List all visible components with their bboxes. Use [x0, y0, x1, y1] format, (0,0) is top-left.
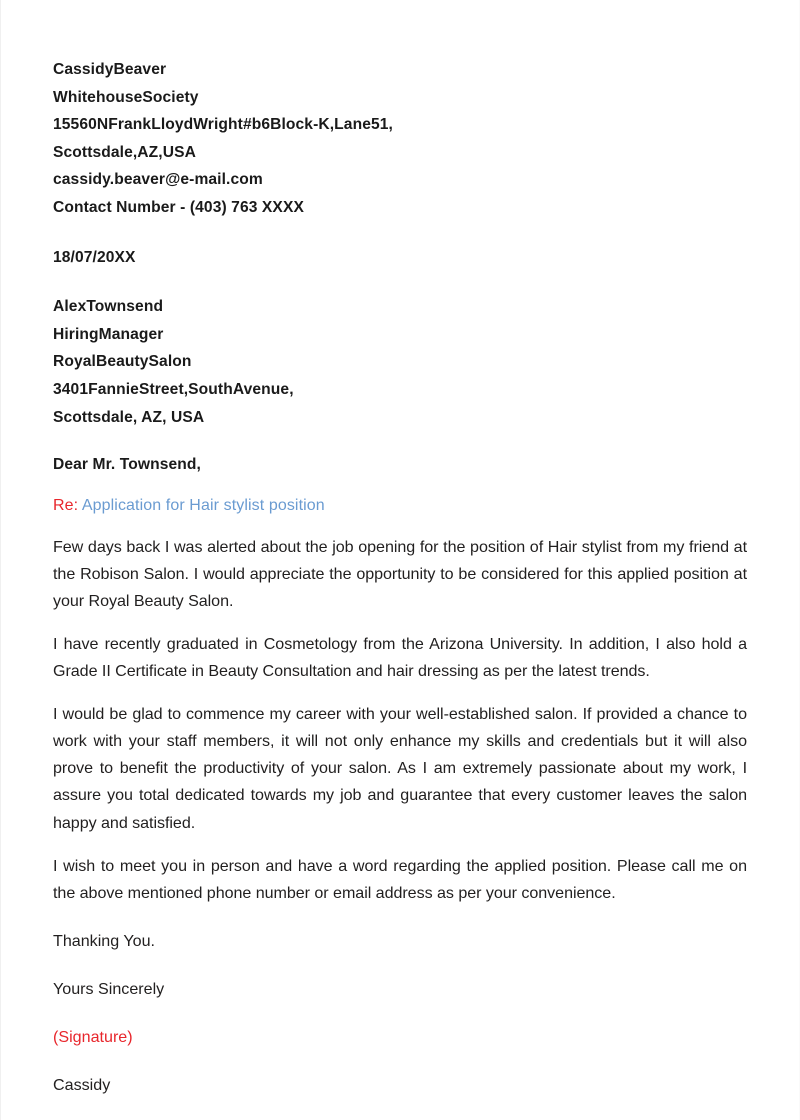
subject-prefix: Re:	[53, 496, 79, 514]
salutation: Dear Mr. Townsend,	[53, 456, 201, 474]
sender-city: Scottsdale,AZ,USA	[53, 143, 196, 161]
signer-name: Cassidy	[53, 1076, 111, 1095]
body-paragraph: I would be glad to commence my career with your well-established salon. If provided a chance to work with your staff members, it will not only enhance my skills and credentials but it will also prove to benefit the productivity of your salon. As I am extremely passionate about my work, I assure you total dedicated towards my job and guarantee that every customer leaves the salon happy and satisfied.	[53, 705, 747, 832]
recipient-name: AlexTownsend	[53, 298, 164, 316]
body-paragraph: Few days back I was alerted about the job opening for the position of Hair stylist from my friend at the Robison Salon. I would appreciate the opportunity to be considered for this applied position at your Royal Beauty Salon.	[53, 537, 747, 610]
recipient-company: RoyalBeautySalon	[53, 353, 192, 371]
thanking-line: Thanking You.	[53, 931, 156, 950]
sign-off-line: Yours Sincerely	[53, 979, 165, 998]
recipient-street: 3401FannieStreet,SouthAvenue,	[53, 380, 294, 398]
sender-address-block	[53, 56, 747, 222]
recipient-title: HiringManager	[53, 325, 164, 343]
signature-placeholder: (Signature)	[53, 1028, 133, 1047]
sender-street: 15560NFrankLloydWright#b6Block-K,Lane51,	[53, 116, 393, 134]
sender-organization: WhitehouseSociety	[53, 88, 199, 106]
sender-email: cassidy.beaver@e-mail.com	[53, 171, 263, 189]
subject-line	[53, 494, 747, 518]
recipient-address-block	[53, 293, 747, 431]
body-paragraph: I wish to meet you in person and have a word regarding the applied position. Please call me on the above mentioned phone number or email address as per your convenience.	[53, 856, 747, 902]
subject-text: Application for Hair stylist position	[81, 496, 325, 514]
sender-phone: Contact Number - (403) 763 XXXX	[53, 198, 304, 216]
recipient-city: Scottsdale, AZ, USA	[53, 408, 205, 426]
sender-name: CassidyBeaver	[53, 61, 167, 78]
letter-date: 18/07/20XX	[53, 248, 136, 266]
letter-content	[53, 56, 747, 1099]
body-paragraph: I have recently graduated in Cosmetology from the Arizona University. In addition, I also hold a Grade II Certificate in Beauty Consultation and hair dressing as per the latest trends.	[53, 635, 747, 681]
